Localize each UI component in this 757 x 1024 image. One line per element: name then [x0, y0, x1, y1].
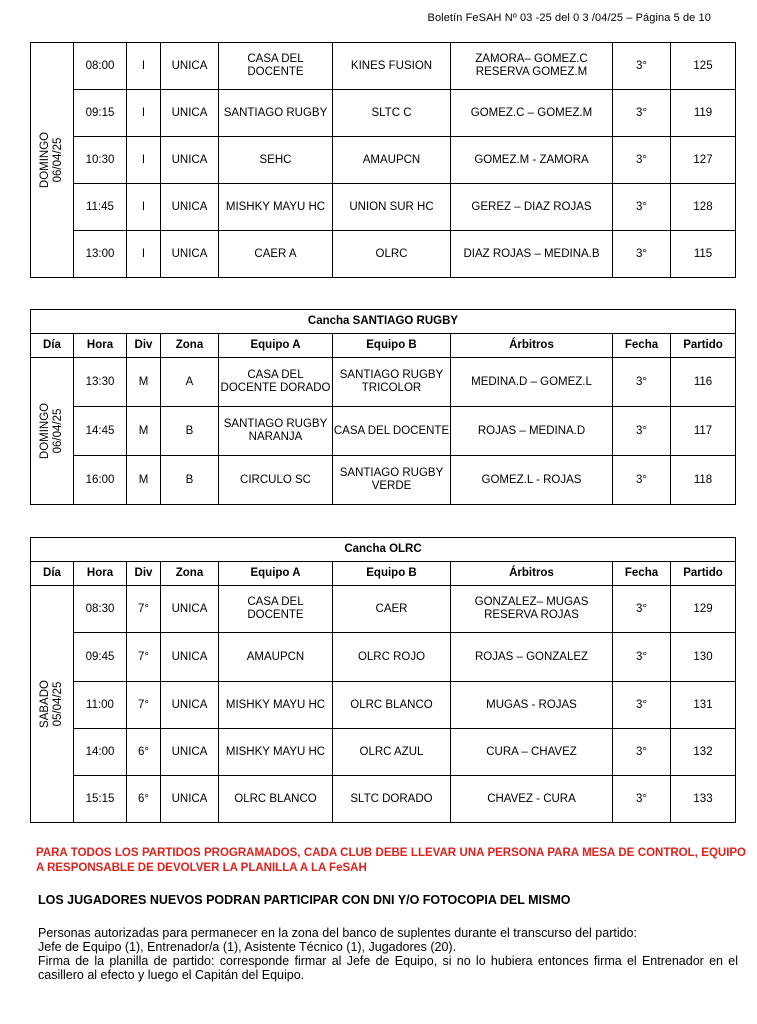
cell-div: 7°: [127, 633, 161, 682]
col-header-arbitros: Árbitros: [451, 334, 613, 358]
cell-fecha: 3°: [613, 729, 671, 776]
col-header-partido: Partido: [671, 334, 736, 358]
cell-arbitros: ZAMORA– GOMEZ.C RESERVA GOMEZ.M: [451, 43, 613, 90]
cell-zona: UNICA: [161, 729, 219, 776]
cell-arbitros: CHAVEZ - CURA: [451, 776, 613, 823]
cell-fecha: 3°: [613, 407, 671, 456]
cell-fecha: 3°: [613, 682, 671, 729]
cell-zona: UNICA: [161, 90, 219, 137]
day-label: DOMINGO 06/04/25: [39, 131, 64, 189]
cell-div: M: [127, 456, 161, 505]
col-header-partido: Partido: [671, 562, 736, 586]
cell-equipo-b: OLRC AZUL: [333, 729, 451, 776]
cell-partido: 133: [671, 776, 736, 823]
table-row: [31, 43, 736, 90]
table-row: [31, 682, 736, 729]
cell-hora: 11:45: [74, 184, 127, 231]
table-row: [31, 231, 736, 278]
court-title: Cancha SANTIAGO RUGBY: [31, 310, 736, 334]
column-header-row: [31, 334, 736, 358]
cell-zona: UNICA: [161, 184, 219, 231]
cell-equipo-a: CASA DEL DOCENTE: [219, 43, 333, 90]
cell-div: I: [127, 184, 161, 231]
col-header-equipo-b: Equipo B: [333, 334, 451, 358]
cell-equipo-b: CASA DEL DOCENTE: [333, 407, 451, 456]
table-row: [31, 776, 736, 823]
cell-fecha: 3°: [613, 231, 671, 278]
cell-partido: 118: [671, 456, 736, 505]
cell-div: 6°: [127, 729, 161, 776]
cell-zona: B: [161, 407, 219, 456]
cell-arbitros: GOMEZ.C – GOMEZ.M: [451, 90, 613, 137]
cell-fecha: 3°: [613, 90, 671, 137]
cell-zona: UNICA: [161, 231, 219, 278]
cell-hora: 13:00: [74, 231, 127, 278]
table-row: [31, 633, 736, 682]
cell-equipo-a: SEHC: [219, 137, 333, 184]
col-header-fecha: Fecha: [613, 334, 671, 358]
cell-fecha: 3°: [613, 137, 671, 184]
day-cell: [31, 586, 74, 823]
table-row: [31, 456, 736, 505]
col-header-div: Div: [127, 562, 161, 586]
cell-equipo-b: OLRC BLANCO: [333, 682, 451, 729]
cell-equipo-a: AMAUPCN: [219, 633, 333, 682]
cell-equipo-a: CASA DEL DOCENTE DORADO: [219, 358, 333, 407]
cell-zona: B: [161, 456, 219, 505]
col-header-hora: Hora: [74, 334, 127, 358]
cell-equipo-b: SLTC C: [333, 90, 451, 137]
cell-arbitros: CURA – CHAVEZ: [451, 729, 613, 776]
cell-partido: 130: [671, 633, 736, 682]
bulletin-header: Boletín FeSAH Nº 03 -25 del 0 3 /04/25 – Página 5 de 10: [427, 12, 711, 24]
cell-equipo-a: MISHKY MAYU HC: [219, 682, 333, 729]
table-row: [31, 729, 736, 776]
cell-hora: 08:00: [74, 43, 127, 90]
col-header-equipo-b: Equipo B: [333, 562, 451, 586]
cell-equipo-a: MISHKY MAYU HC: [219, 729, 333, 776]
bench-rules-intro: Personas autorizadas para permanecer en la zona del banco de suplentes durante el transcurso del partido:: [38, 926, 637, 940]
cell-fecha: 3°: [613, 633, 671, 682]
cell-hora: 16:00: [74, 456, 127, 505]
schedule-table-continuation: [30, 42, 736, 278]
cell-fecha: 3°: [613, 184, 671, 231]
cell-partido: 115: [671, 231, 736, 278]
schedule-table-santiago-rugby: [30, 309, 736, 505]
cell-div: 7°: [127, 682, 161, 729]
cell-div: 6°: [127, 776, 161, 823]
cell-partido: 119: [671, 90, 736, 137]
control-table-notice: PARA TODOS LOS PARTIDOS PROGRAMADOS, CADA CLUB DEBE LLEVAR UNA PERSONA PARA MESA DE CONTROL, EQUIPO A RESPONSABLE DE DEVOLVER LA PLANILLA A LA FeSAH: [36, 847, 746, 874]
col-header-fecha: Fecha: [613, 562, 671, 586]
col-header-zona: Zona: [161, 334, 219, 358]
cell-zona: UNICA: [161, 43, 219, 90]
cell-zona: UNICA: [161, 776, 219, 823]
cell-zona: UNICA: [161, 682, 219, 729]
cell-hora: 14:45: [74, 407, 127, 456]
cell-equipo-b: SANTIAGO RUGBY VERDE: [333, 456, 451, 505]
cell-div: M: [127, 358, 161, 407]
cell-div: I: [127, 43, 161, 90]
new-players-notice: LOS JUGADORES NUEVOS PODRAN PARTICIPAR CON DNI Y/O FOTOCOPIA DEL MISMO: [38, 893, 571, 907]
bench-rules-list: Jefe de Equipo (1), Entrenador/a (1), Asistente Técnico (1), Jugadores (20).: [38, 940, 457, 954]
cell-partido: 117: [671, 407, 736, 456]
cell-div: I: [127, 231, 161, 278]
cell-equipo-b: OLRC: [333, 231, 451, 278]
cell-hora: 13:30: [74, 358, 127, 407]
cell-div: I: [127, 137, 161, 184]
cell-hora: 08:30: [74, 586, 127, 633]
cell-equipo-a: SANTIAGO RUGBY NARANJA: [219, 407, 333, 456]
cell-div: I: [127, 90, 161, 137]
cell-equipo-b: OLRC ROJO: [333, 633, 451, 682]
cell-equipo-b: SLTC DORADO: [333, 776, 451, 823]
column-header-row: [31, 562, 736, 586]
signature-rules: Firma de la planilla de partido: corresponde firmar al Jefe de Equipo, si no lo hubiera entonces firma el Entrenador en el casillero al efecto y luego el Capitán del Equipo.: [38, 954, 738, 982]
cell-partido: 125: [671, 43, 736, 90]
cell-arbitros: GONZALEZ– MUGAS RESERVA ROJAS: [451, 586, 613, 633]
cell-arbitros: GOMEZ.L - ROJAS: [451, 456, 613, 505]
cell-zona: A: [161, 358, 219, 407]
cell-zona: UNICA: [161, 586, 219, 633]
cell-arbitros: DIAZ ROJAS – MEDINA.B: [451, 231, 613, 278]
col-header-arbitros: Árbitros: [451, 562, 613, 586]
col-header-equipo-a: Equipo A: [219, 562, 333, 586]
day-cell: [31, 358, 74, 505]
cell-partido: 131: [671, 682, 736, 729]
cell-arbitros: ROJAS – GONZALEZ: [451, 633, 613, 682]
cell-equipo-b: UNION SUR HC: [333, 184, 451, 231]
col-header-zona: Zona: [161, 562, 219, 586]
day-label: SABADO 05/04/25: [39, 680, 64, 728]
table-row: [31, 586, 736, 633]
col-header-equipo-a: Equipo A: [219, 334, 333, 358]
cell-fecha: 3°: [613, 456, 671, 505]
cell-partido: 132: [671, 729, 736, 776]
bench-rules: [38, 926, 738, 982]
court-title: Cancha OLRC: [31, 538, 736, 562]
cell-equipo-a: CASA DEL DOCENTE: [219, 586, 333, 633]
cell-hora: 15:15: [74, 776, 127, 823]
cell-partido: 128: [671, 184, 736, 231]
table-row: [31, 137, 736, 184]
cell-fecha: 3°: [613, 43, 671, 90]
cell-zona: UNICA: [161, 633, 219, 682]
col-header-dia: Día: [31, 562, 74, 586]
cell-equipo-b: CAER: [333, 586, 451, 633]
cell-hora: 10:30: [74, 137, 127, 184]
day-label: DOMINGO 06/04/25: [39, 402, 64, 460]
cell-equipo-a: CAER A: [219, 231, 333, 278]
table-row: [31, 407, 736, 456]
col-header-dia: Día: [31, 334, 74, 358]
cell-partido: 129: [671, 586, 736, 633]
cell-equipo-b: KINES FUSION: [333, 43, 451, 90]
cell-equipo-b: SANTIAGO RUGBY TRICOLOR: [333, 358, 451, 407]
col-header-hora: Hora: [74, 562, 127, 586]
day-cell: [31, 43, 74, 278]
cell-equipo-a: SANTIAGO RUGBY: [219, 90, 333, 137]
cell-fecha: 3°: [613, 586, 671, 633]
table-row: [31, 90, 736, 137]
col-header-div: Div: [127, 334, 161, 358]
cell-partido: 127: [671, 137, 736, 184]
cell-hora: 11:00: [74, 682, 127, 729]
cell-arbitros: ROJAS – MEDINA.D: [451, 407, 613, 456]
cell-equipo-a: MISHKY MAYU HC: [219, 184, 333, 231]
cell-arbitros: MEDINA.D – GOMEZ.L: [451, 358, 613, 407]
table-row: [31, 184, 736, 231]
cell-equipo-a: OLRC BLANCO: [219, 776, 333, 823]
cell-hora: 09:15: [74, 90, 127, 137]
cell-hora: 09:45: [74, 633, 127, 682]
cell-arbitros: MUGAS - ROJAS: [451, 682, 613, 729]
cell-div: M: [127, 407, 161, 456]
cell-div: 7°: [127, 586, 161, 633]
cell-equipo-b: AMAUPCN: [333, 137, 451, 184]
cell-arbitros: GOMEZ.M - ZAMORA: [451, 137, 613, 184]
table-row: [31, 358, 736, 407]
cell-partido: 116: [671, 358, 736, 407]
cell-fecha: 3°: [613, 776, 671, 823]
cell-arbitros: GEREZ – DIAZ ROJAS: [451, 184, 613, 231]
cell-hora: 14:00: [74, 729, 127, 776]
cell-fecha: 3°: [613, 358, 671, 407]
cell-zona: UNICA: [161, 137, 219, 184]
cell-equipo-a: CIRCULO SC: [219, 456, 333, 505]
schedule-table-olrc: [30, 537, 736, 823]
